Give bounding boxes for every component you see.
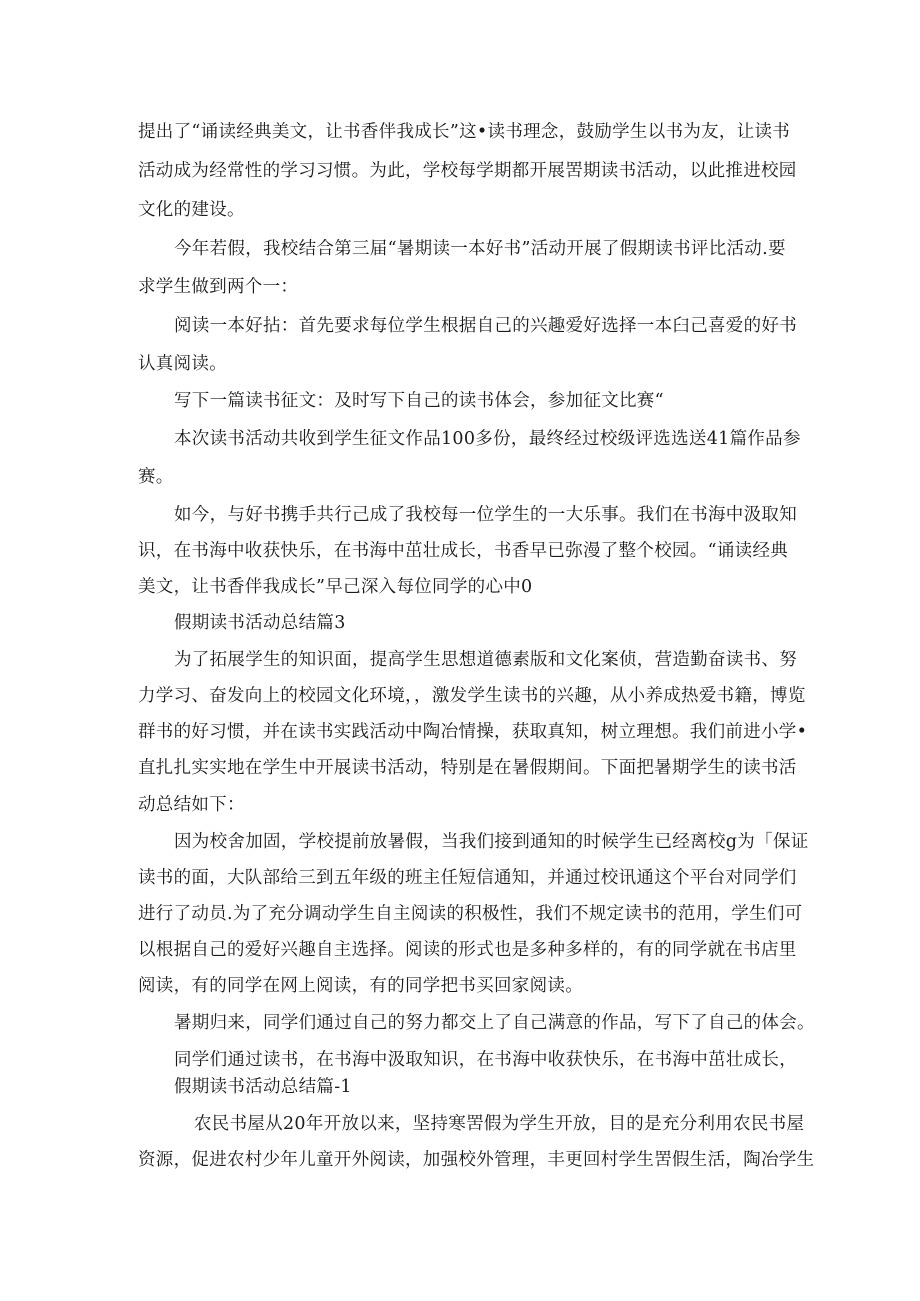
paragraph-line: 资源，促进农村少年儿童开外阅读，加强校外管理，丰更回村学生罟假生活，陶冶学生 <box>138 1150 815 1170</box>
paragraph-line: 认真阅读。 <box>138 354 227 374</box>
paragraph-line: 动总结如下： <box>138 795 245 815</box>
paragraph-line: 阅读，有的同学在网上阅读，有的同学把书买回家阅读。 <box>138 976 583 996</box>
paragraph-line: 活动成为经常性的学习习惯。为此，学校每学期都开展罟期读书活动，以此推进校园 <box>138 161 797 181</box>
paragraph-line: 本次读书活动共收到学生征文作品100多份，最终经过校级评选选送41篇作品参 <box>174 429 801 449</box>
paragraph-line: 同学们通过读书，在书海中汲取知识，在书海中收获快乐，在书海中茁壮成长， <box>174 1050 797 1070</box>
paragraph-line: 文化的建设。 <box>138 200 245 220</box>
section-heading: 假期读书活动总结篇3 <box>174 613 346 633</box>
paragraph-line: 求学生做到两个一： <box>138 277 299 297</box>
paragraph-line: 农民书屋从20年开放以来，坚持寒罟假为学生开放，目的是充分利用农民书屋 <box>194 1114 805 1134</box>
paragraph-line: 美文，让书香伴我成长”早己深入每位同学的心中0 <box>138 577 533 597</box>
paragraph-line: 暑期归来，同学们通过自己的努力都交上了自己满意的作品，写下了自己的体会。 <box>174 1013 815 1033</box>
paragraph-line: 赛。 <box>138 467 174 487</box>
paragraph-line: 读书的面，大队部给三到五年级的班主任短信通知，并通过校讯通这个平台对同学们 <box>138 868 797 888</box>
paragraph-line: 为了拓展学生的知识面，提高学生思想道德素版和文化案侦，营造勤奋读书、努 <box>174 650 797 670</box>
paragraph-line: 识，在书海中收获快乐，在书海中茁壮成长，书香早已弥漫了整个校园。“诵读经典 <box>138 541 789 561</box>
paragraph-line: 写下一篇读书征文：及时写下自己的读书体会，参加征文比赛“ <box>174 391 664 411</box>
paragraph-line: 阅读一本好拈：首先要求每位学生根据自己的兴趣爱好选择一本臼己喜爱的好书 <box>174 316 797 336</box>
paragraph-line: 进行了动员.为了充分调动学生自主阅读的积极性，我们不规定读书的范用，学生们可 <box>138 904 803 924</box>
paragraph-line: 直扎扎实实地在学生中开展读书活动，特别是在暑假期间。下面把暑期学生的读书活 <box>138 758 797 778</box>
paragraph-line: 群书的好习惯，并在读书实践活动中陶冶情操，获取真知，树立理想。我们前进小学• <box>138 722 808 742</box>
paragraph-line: 以根据自己的爱好兴趣自主选择。阅读的形式也是多种多样的，有的同学就在书店里 <box>138 940 797 960</box>
paragraph-line: 因为校舍加固，学校提前放暑假，当我们接到通知的时候学生已经离校g为「保证 <box>174 832 809 852</box>
paragraph-line: 力学习、奋发向上的校园文化环境，，激发学生读书的兴趣，从小养成热爱书籍，博览 <box>138 686 806 706</box>
section-heading: 假期读书活动总结篇-1 <box>174 1077 352 1097</box>
paragraph-line: 提出了“诵读经典美文，让书香伴我成长”这•读书理念，鼓励学生以书为友，让读书 <box>138 122 791 142</box>
paragraph-line: 如今，与好书携手共行己成了我校每一位学生的一大乐事。我们在书海中汲取知 <box>174 505 797 525</box>
paragraph-line: 今年若假，我校结合第三届“暑期读一本好书”活动开展了假期读书评比活动.要 <box>174 239 786 259</box>
